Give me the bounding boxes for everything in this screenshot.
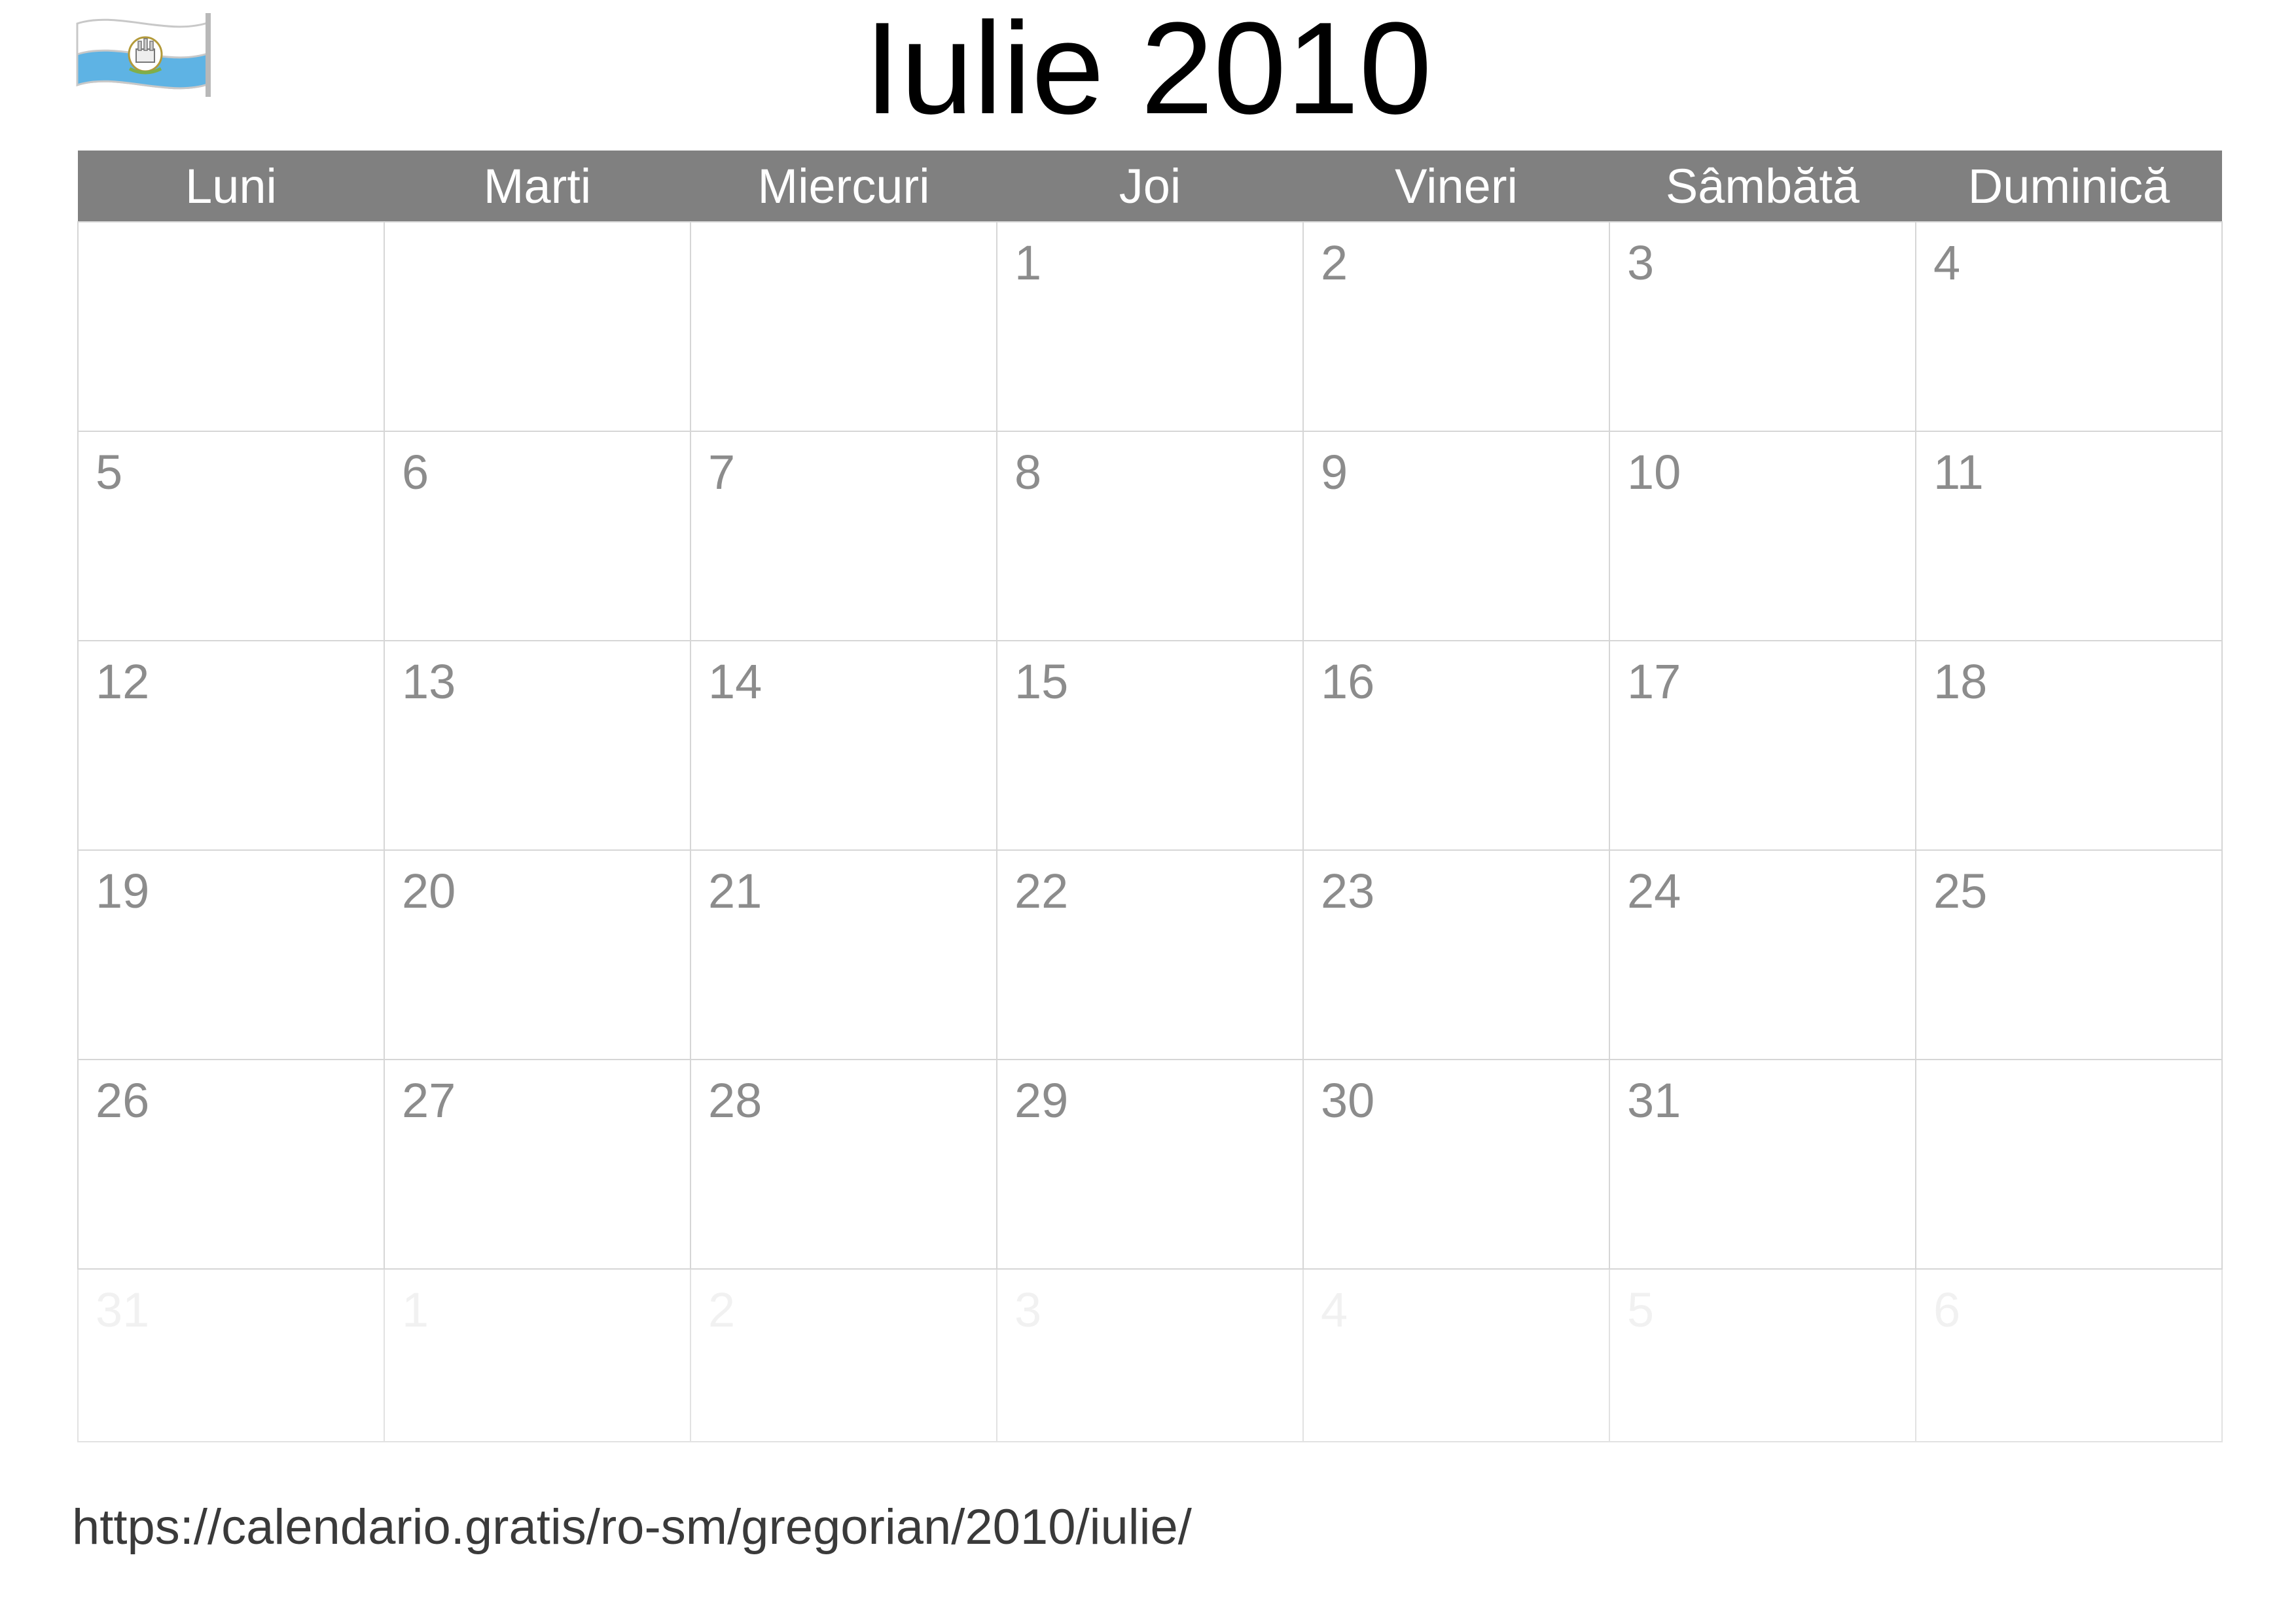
calendar-day-cell[interactable] (1916, 1269, 2222, 1442)
month-calendar (77, 151, 2223, 1442)
day-number: 10 (1627, 445, 1681, 499)
day-number: 8 (1014, 445, 1042, 499)
calendar-week-row (78, 1060, 2222, 1269)
calendar-day-cell[interactable] (384, 641, 691, 850)
calendar-day-cell[interactable] (78, 641, 384, 850)
calendar-day-cell[interactable] (1609, 641, 1916, 850)
weekday-header-saturday: Sâmbătă (1609, 151, 1916, 222)
source-url[interactable]: https://calendario.gratis/ro-sm/gregorian/2010/iulie/ (72, 1499, 1192, 1555)
calendar-day-cell[interactable] (1916, 641, 2222, 850)
calendar-day-cell[interactable] (78, 222, 384, 431)
calendar-week-row (78, 222, 2222, 431)
page-title: Iulie 2010 (864, 0, 1432, 141)
calendar-day-cell[interactable] (1303, 1060, 1609, 1269)
calendar-day-cell[interactable] (1609, 222, 1916, 431)
weekday-header-row (78, 151, 2222, 222)
calendar-day-cell[interactable] (691, 222, 997, 431)
calendar-day-cell[interactable] (1609, 850, 1916, 1060)
day-number: 7 (708, 445, 736, 499)
calendar-day-cell[interactable] (78, 431, 384, 641)
calendar-day-cell[interactable] (691, 1060, 997, 1269)
weekday-header-monday: Luni (78, 151, 384, 222)
day-number: 21 (708, 864, 762, 918)
calendar-day-cell[interactable] (1609, 1060, 1916, 1269)
day-number: 2 (1321, 236, 1348, 290)
day-number: 23 (1321, 864, 1375, 918)
calendar-day-cell[interactable] (384, 431, 691, 641)
day-number: 27 (402, 1073, 456, 1128)
calendar-day-cell[interactable] (78, 850, 384, 1060)
calendar-day-cell[interactable] (1916, 1060, 2222, 1269)
day-number: 1 (1014, 236, 1042, 290)
calendar-day-cell[interactable] (997, 641, 1303, 850)
calendar-day-cell[interactable] (691, 431, 997, 641)
day-number: 2 (708, 1283, 736, 1337)
calendar-week-row (78, 641, 2222, 850)
calendar-day-cell[interactable] (384, 850, 691, 1060)
day-number: 4 (1321, 1283, 1348, 1337)
day-number: 28 (708, 1073, 762, 1128)
calendar-week-row (78, 431, 2222, 641)
calendar-day-cell[interactable] (1916, 431, 2222, 641)
day-number (79, 223, 384, 237)
calendar-day-cell[interactable] (1916, 222, 2222, 431)
day-number: 6 (1933, 1283, 1961, 1337)
day-number: 13 (402, 654, 456, 709)
day-number: 20 (402, 864, 456, 918)
weekday-header-friday: Vineri (1303, 151, 1609, 222)
calendar-day-cell[interactable] (384, 1269, 691, 1442)
weekday-header-sunday: Duminică (1916, 151, 2222, 222)
day-number (691, 223, 996, 237)
day-number: 31 (1627, 1073, 1681, 1128)
calendar-week-row-overflow (78, 1269, 2222, 1442)
calendar-day-cell[interactable] (997, 431, 1303, 641)
day-number: 25 (1933, 864, 1988, 918)
day-number: 16 (1321, 654, 1375, 709)
calendar-day-cell[interactable] (1303, 431, 1609, 641)
day-number: 30 (1321, 1073, 1375, 1128)
day-number: 14 (708, 654, 762, 709)
calendar-day-cell[interactable] (997, 850, 1303, 1060)
day-number: 5 (1627, 1283, 1655, 1337)
day-number: 5 (96, 445, 123, 499)
day-number: 29 (1014, 1073, 1069, 1128)
calendar-day-cell[interactable] (1303, 222, 1609, 431)
day-number: 26 (96, 1073, 150, 1128)
calendar-day-cell[interactable] (691, 641, 997, 850)
page-header (0, 0, 2296, 151)
day-number: 19 (96, 864, 150, 918)
calendar-day-cell[interactable] (997, 1269, 1303, 1442)
day-number: 17 (1627, 654, 1681, 709)
weekday-header-tuesday: Marti (384, 151, 691, 222)
weekday-header-thursday: Joi (997, 151, 1303, 222)
calendar-day-cell[interactable] (1303, 641, 1609, 850)
day-number: 3 (1627, 236, 1655, 290)
day-number: 18 (1933, 654, 1988, 709)
day-number: 4 (1933, 236, 1961, 290)
calendar-day-cell[interactable] (1303, 850, 1609, 1060)
calendar-day-cell[interactable] (1609, 1269, 1916, 1442)
calendar-day-cell[interactable] (1303, 1269, 1609, 1442)
weekday-header-wednesday: Miercuri (691, 151, 997, 222)
day-number: 31 (96, 1283, 150, 1337)
day-number: 15 (1014, 654, 1069, 709)
day-number: 9 (1321, 445, 1348, 499)
calendar-day-cell[interactable] (1609, 431, 1916, 641)
day-number: 6 (402, 445, 429, 499)
day-number: 1 (402, 1283, 429, 1337)
calendar-day-cell[interactable] (997, 1060, 1303, 1269)
calendar-day-cell[interactable] (384, 222, 691, 431)
day-number: 11 (1933, 445, 1984, 499)
calendar-day-cell[interactable] (997, 222, 1303, 431)
day-number: 3 (1014, 1283, 1042, 1337)
calendar-day-cell[interactable] (78, 1269, 384, 1442)
calendar-week-row (78, 850, 2222, 1060)
day-number: 22 (1014, 864, 1069, 918)
calendar-day-cell[interactable] (384, 1060, 691, 1269)
day-number: 24 (1627, 864, 1681, 918)
day-number (1916, 1060, 2221, 1075)
day-number (385, 223, 690, 237)
calendar-day-cell[interactable] (78, 1060, 384, 1269)
calendar-day-cell[interactable] (1916, 850, 2222, 1060)
calendar-day-cell[interactable] (691, 1269, 997, 1442)
day-number: 12 (96, 654, 150, 709)
calendar-day-cell[interactable] (691, 850, 997, 1060)
